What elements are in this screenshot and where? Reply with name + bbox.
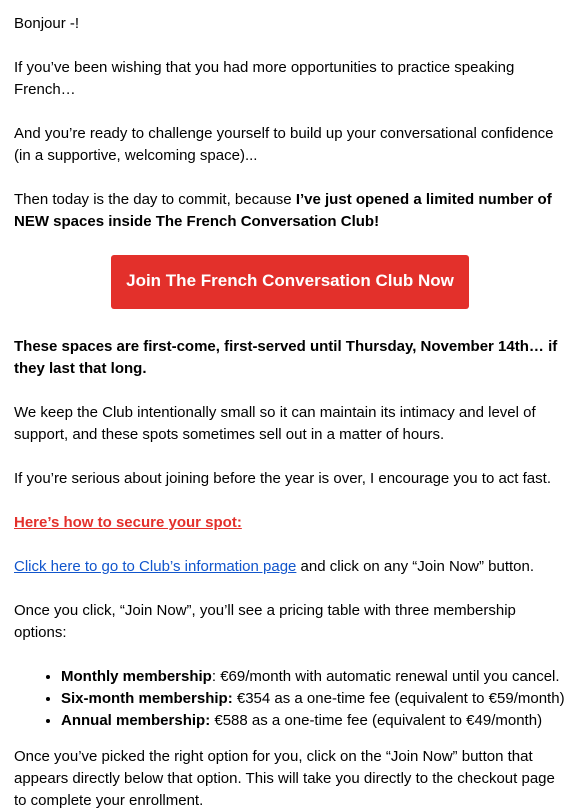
paragraph-info-link xyxy=(14,556,566,578)
paragraph-commit xyxy=(14,189,566,233)
paragraph-checkout: Once you’ve picked the right option for you, click on the “Join Now” button that appears directly below that option. This will take you directly to the checkout page to complete your enrollment. xyxy=(14,748,555,809)
paragraph-wishing: If you’ve been wishing that you had more opportunities to practice speaking French… xyxy=(14,59,515,98)
paragraph-serious: If you’re serious about joining before the year is over, I encourage you to act fast. xyxy=(14,470,551,487)
paragraph-pricing: Once you click, “Join Now”, you’ll see a pricing table with three membership options: xyxy=(14,602,516,641)
list-item-monthly xyxy=(61,666,566,688)
secure-spot-heading-paragraph xyxy=(14,512,566,534)
membership-detail: €588 as a one-time fee (equivalent to €49/month) xyxy=(210,712,543,729)
membership-detail: €354 as a one-time fee (equivalent to €59/month) xyxy=(232,690,565,707)
list-item-six-month xyxy=(61,688,566,710)
list-item-annual xyxy=(61,710,566,732)
commit-bold-text: I’ve just opened a limited number of NEW spaces inside The French Conversation Club! xyxy=(14,191,552,230)
deadline-bold-text: These spaces are first-come, first-served until Thursday, November 14th… if they last that long. xyxy=(14,338,558,377)
paragraph-deadline xyxy=(14,336,566,380)
membership-detail: : €69/month with automatic renewal until you cancel. xyxy=(211,668,560,685)
info-link-rest-text: and click on any “Join Now” button. xyxy=(296,558,535,575)
join-club-button[interactable]: Join The French Conversation Club Now xyxy=(111,255,469,309)
membership-options-list xyxy=(14,666,566,732)
membership-name: Six-month membership: xyxy=(61,690,233,707)
paragraph-small-club: We keep the Club intentionally small so it can maintain its intimacy and level of support, and these spots sometimes sell out in a matter of hours. xyxy=(14,404,536,443)
commit-lead-text: Then today is the day to commit, because xyxy=(14,191,296,208)
club-info-link[interactable]: Click here to go to Club’s information page xyxy=(14,558,297,575)
greeting: Bonjour -! xyxy=(14,15,80,32)
paragraph-ready: And you’re ready to challenge yourself to build up your conversational confidence (in a supportive, welcoming space)... xyxy=(14,125,554,164)
cta-container xyxy=(14,255,566,309)
secure-spot-heading: Here’s how to secure your spot: xyxy=(14,514,242,531)
membership-name: Monthly membership xyxy=(61,668,212,685)
membership-name: Annual membership: xyxy=(61,712,211,729)
